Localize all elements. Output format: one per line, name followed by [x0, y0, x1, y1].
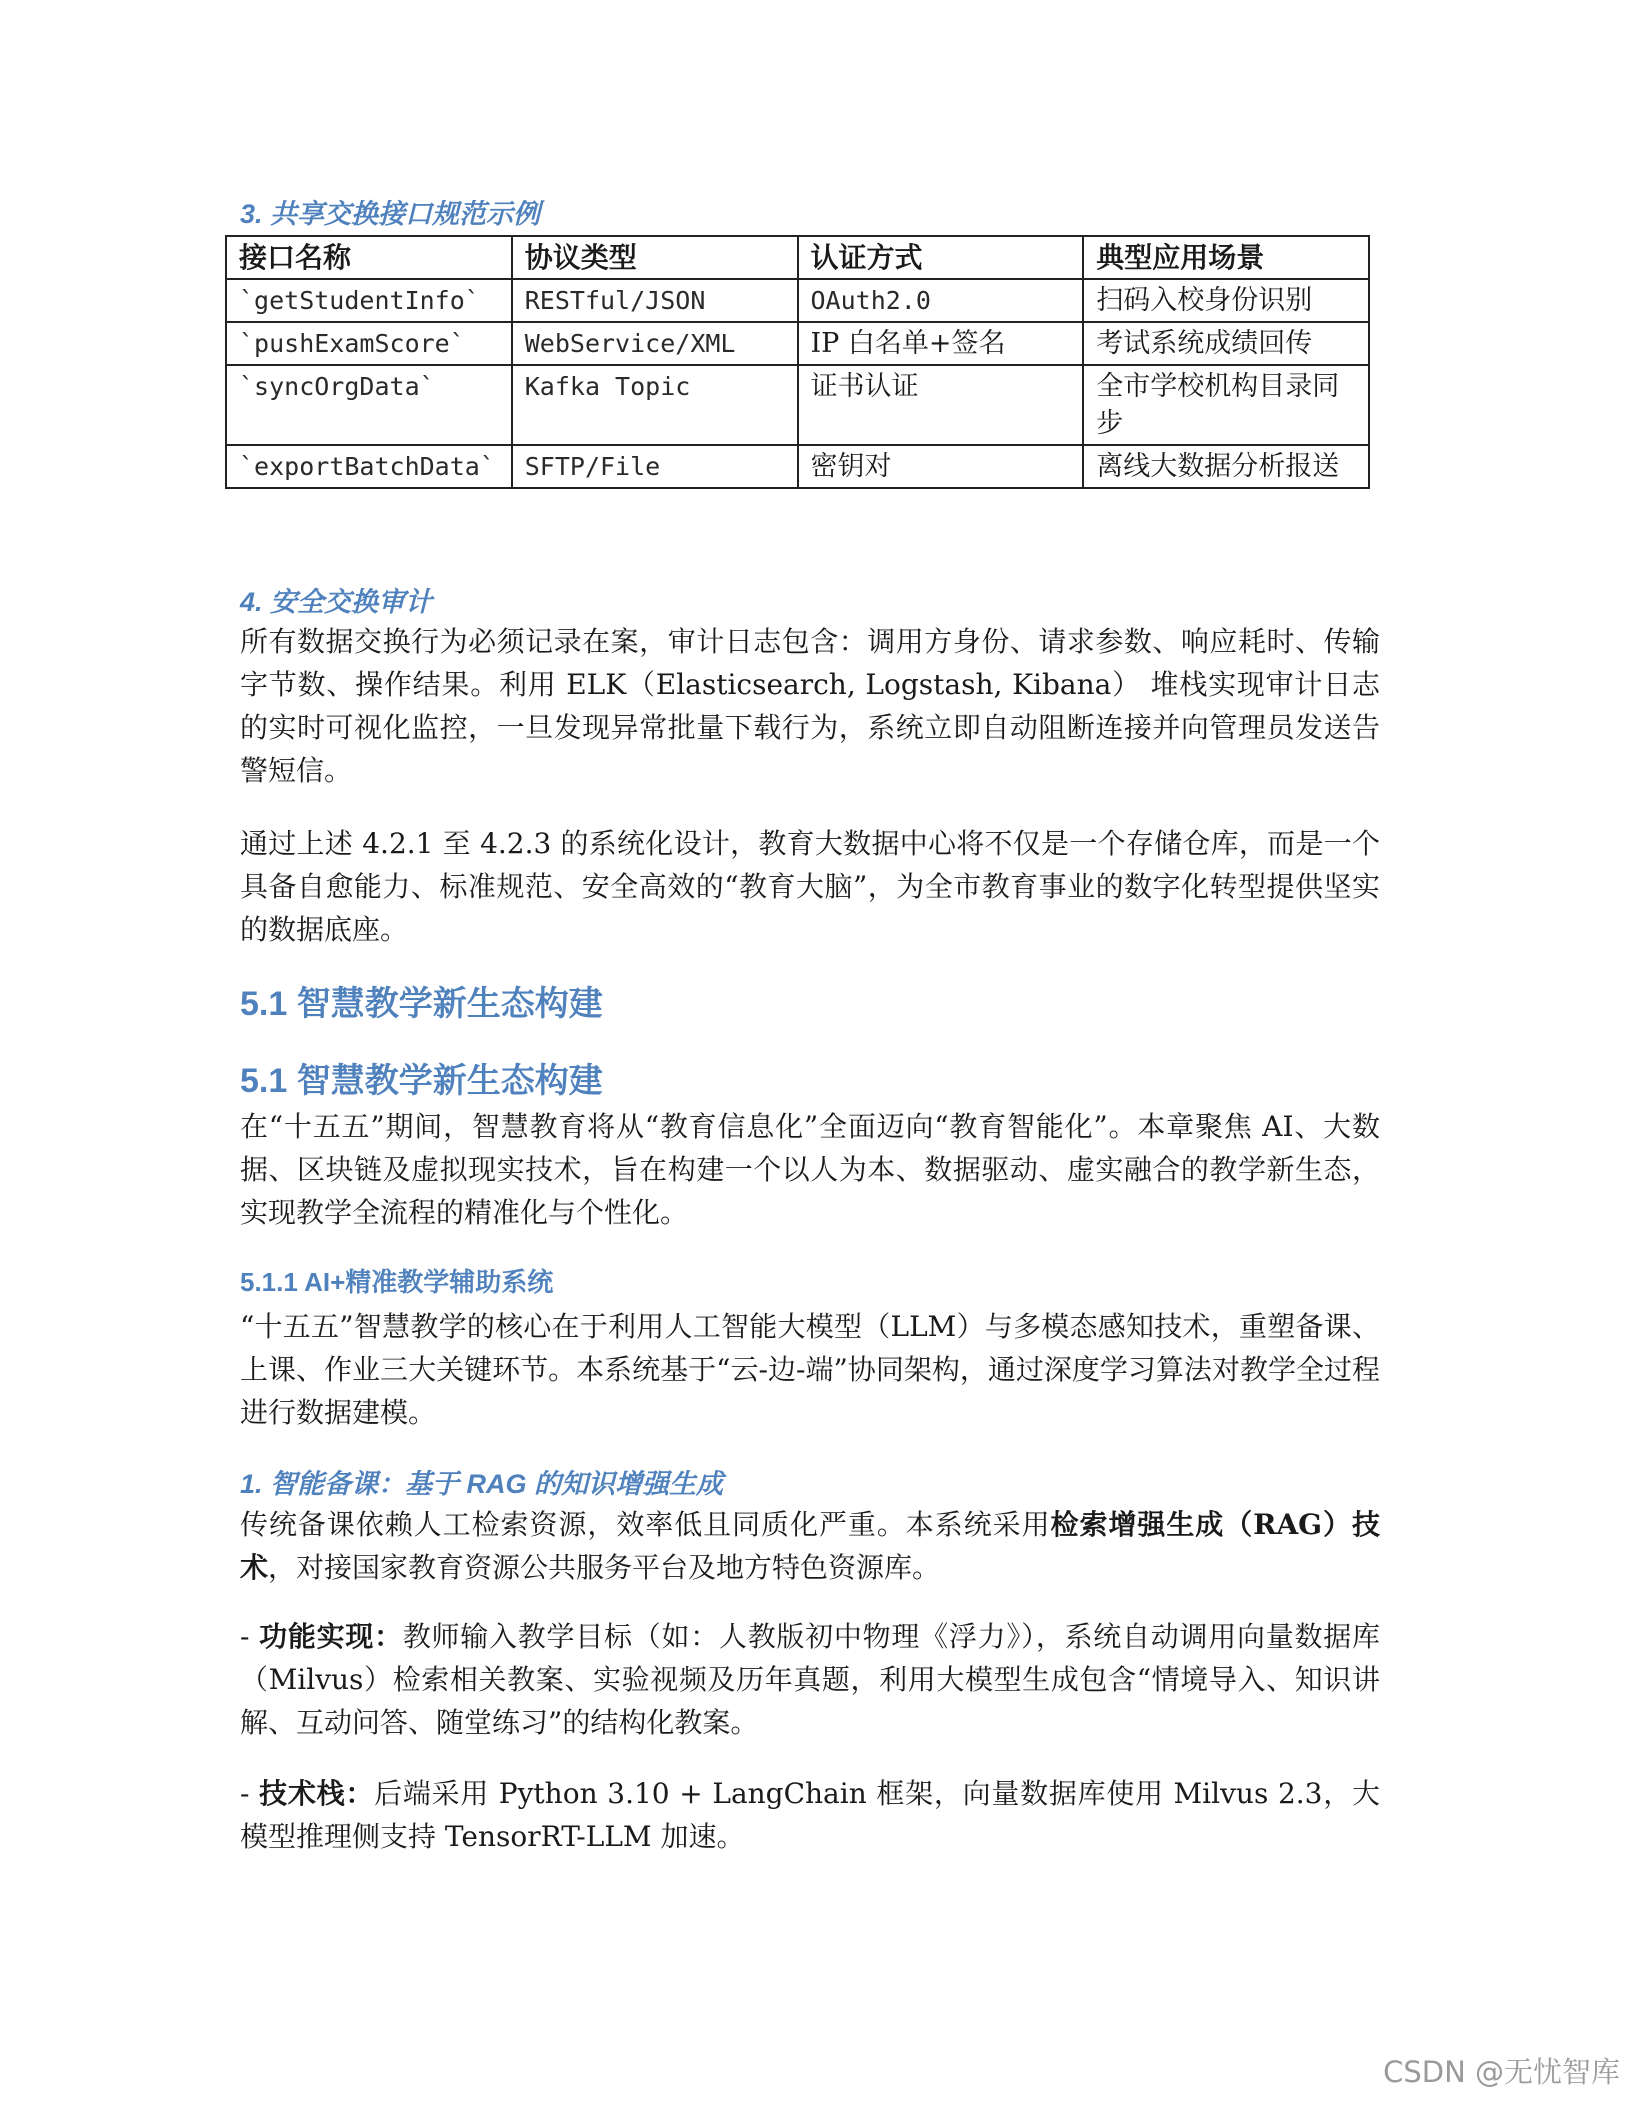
feature-dash: - [240, 1620, 260, 1653]
table-row [226, 279, 1369, 322]
cell-use-case: 离线大数据分析报送 [1083, 445, 1369, 488]
cell-auth: OAuth2.0 [798, 279, 1084, 322]
table-row [226, 365, 1369, 445]
header-auth-method: 认证方式 [798, 236, 1084, 279]
summary-paragraph: 通过上述 4.2.1 至 4.2.3 的系统化设计，教育大数据中心将不仅是一个存储仓库，而是一个具备自愈能力、标准规范、安全高效的“教育大脑”，为全市教育事业的数字化转型提供坚实的数据底座。 [240, 827, 1380, 946]
table-row [226, 322, 1369, 365]
prep-text-after: ，对接国家教育资源公共服务平台及地方特色资源库。 [268, 1551, 941, 1584]
stack-dash: - [240, 1777, 260, 1810]
table-header-row [226, 236, 1369, 279]
csdn-watermark: CSDN @无忧智库 [1383, 2055, 1620, 2089]
interface-spec-table [225, 235, 1370, 489]
cell-interface-name: `getStudentInfo` [226, 279, 512, 322]
cell-use-case: 全市学校机构目录同步 [1083, 365, 1369, 445]
smart-prep-heading: 1. 智能备课：基于 RAG 的知识增强生成 [240, 1469, 724, 1499]
chapter-intro-paragraph: 在“十五五”期间，智慧教育将从“教育信息化”全面迈向“教育智能化”。本章聚焦 AI、大数据、区块链及虚拟现实技术，旨在构建一个以人为本、数据驱动、虚实融合的教学新生态，实现教学全流程的精准化与个性化。 [240, 1110, 1380, 1229]
chapter-heading: 5.1 智慧教学新生态构建 [240, 985, 603, 1023]
audit-paragraph: 所有数据交换行为必须记录在案，审计日志包含：调用方身份、请求参数、响应耗时、传输字节数、操作结果。利用 ELK（Elasticsearch, Logstash, Kibana） 堆栈实现审计日志的实时可视化监控，一旦发现异常批量下载行为，系统立即自动阻断连接并向管理员发送告警短信。 [240, 625, 1380, 787]
interface-spec-heading: 3. 共享交换接口规范示例 [240, 199, 541, 229]
header-use-case: 典型应用场景 [1083, 236, 1369, 279]
ai-system-heading: 5.1.1 AI+精准教学辅助系统 [240, 1267, 554, 1297]
cell-protocol: SFTP/File [512, 445, 798, 488]
feature-label: 功能实现： [259, 1620, 403, 1653]
header-interface-name: 接口名称 [226, 236, 512, 279]
feature-text: 教师输入教学目标（如：人教版初中物理《浮力》），系统自动调用向量数据库（Milvus）检索相关教案、实验视频及历年真题，利用大模型生成包含“情境导入、知识讲解、互动问答、随堂练习”的结构化教案。 [240, 1620, 1380, 1739]
stack-label: 技术栈： [259, 1777, 375, 1810]
cell-auth: 密钥对 [798, 445, 1084, 488]
prep-text-before: 传统备课依赖人工检索资源，效率低且同质化严重。本系统采用 [240, 1508, 1051, 1541]
cell-use-case: 考试系统成绩回传 [1083, 322, 1369, 365]
rag-technology-term: 检索增强生成（RAG）技术 [240, 1508, 1380, 1584]
cell-auth: IP 白名单+签名 [798, 322, 1084, 365]
smart-prep-paragraph [240, 1503, 1380, 1589]
feature-paragraph [240, 1615, 1380, 1744]
audit-heading: 4. 安全交换审计 [240, 587, 433, 617]
ai-intro-paragraph: “十五五”智慧教学的核心在于利用人工智能大模型（LLM）与多模态感知技术，重塑备课、上课、作业三大关键环节。本系统基于“云-边-端”协同架构，通过深度学习算法对教学全过程进行数据建模。 [240, 1310, 1380, 1429]
cell-protocol: Kafka Topic [512, 365, 798, 445]
cell-interface-name: `pushExamScore` [226, 322, 512, 365]
table-row [226, 445, 1369, 488]
header-protocol-type: 协议类型 [512, 236, 798, 279]
cell-interface-name: `exportBatchData` [226, 445, 512, 488]
cell-interface-name: `syncOrgData` [226, 365, 512, 445]
chapter-heading: 5.1 智慧教学新生态构建 [240, 1062, 603, 1100]
cell-protocol: WebService/XML [512, 322, 798, 365]
cell-use-case: 扫码入校身份识别 [1083, 279, 1369, 322]
tech-stack-paragraph [240, 1772, 1380, 1858]
cell-protocol: RESTful/JSON [512, 279, 798, 322]
cell-auth: 证书认证 [798, 365, 1084, 445]
stack-text: 后端采用 Python 3.10 + LangChain 框架，向量数据库使用 Milvus 2.3，大模型推理侧支持 TensorRT-LLM 加速。 [240, 1777, 1380, 1853]
